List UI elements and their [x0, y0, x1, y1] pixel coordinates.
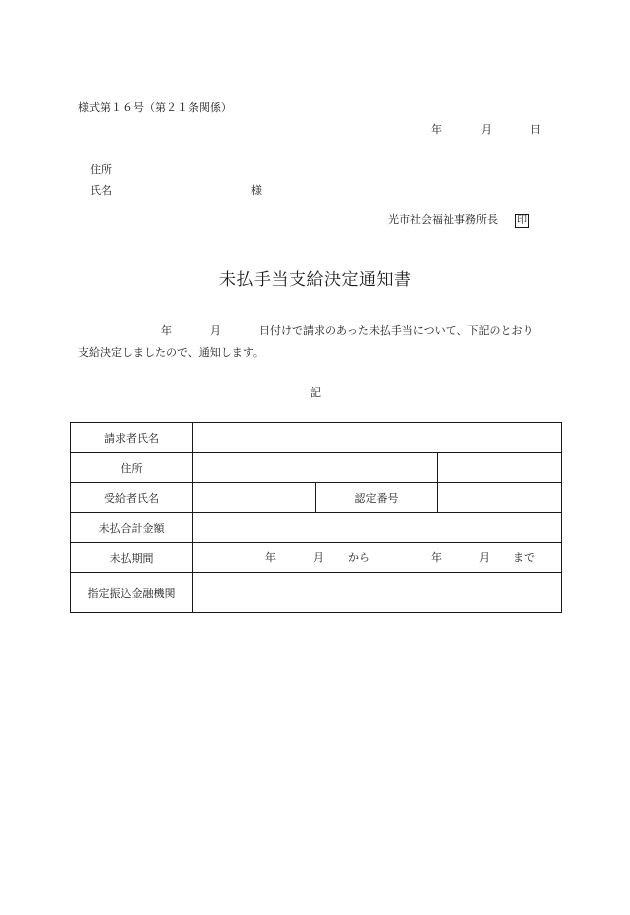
address-field[interactable] [193, 453, 438, 483]
body-line1: 日付けで請求のあった未払手当について、下記のとおり [259, 324, 534, 337]
recipient-name-field[interactable] [193, 483, 316, 513]
address-extra-field[interactable] [438, 453, 562, 483]
period-from: から [348, 551, 370, 564]
bank-field[interactable] [193, 573, 562, 613]
table-row [71, 513, 562, 543]
certification-number-label: 認定番号 [316, 483, 438, 513]
period-until: まで [513, 551, 535, 564]
address-row-label: 住所 [71, 453, 193, 483]
claimant-name-field[interactable] [193, 423, 562, 453]
issuer [388, 214, 529, 228]
ki-marker: 記 [310, 386, 321, 399]
table-row [71, 423, 562, 453]
period-from-month: 月 [313, 551, 324, 564]
claimant-name-label: 請求者氏名 [71, 423, 193, 453]
period-to-month: 月 [479, 551, 490, 564]
body-line2: 支給決定しましたので、通知します。 [78, 346, 264, 359]
period-to-year: 年 [431, 551, 442, 564]
unpaid-period-field[interactable] [193, 543, 562, 573]
table-row [71, 483, 562, 513]
document-title: 未払手当支給決定通知書 [219, 270, 412, 290]
unpaid-total-label: 未払合計金額 [71, 513, 193, 543]
date-month: 月 [481, 123, 492, 136]
date-day: 日 [530, 123, 541, 136]
body-year: 年 [161, 324, 172, 337]
certification-number-field[interactable] [438, 483, 562, 513]
honorific: 様 [251, 184, 262, 197]
seal-stamp: 印 [517, 215, 527, 226]
unpaid-total-field[interactable] [193, 513, 562, 543]
name-label: 氏名 [90, 184, 112, 197]
form-number: 様式第１６号（第２１条関係） [78, 101, 232, 114]
body-month: 月 [210, 324, 221, 337]
unpaid-period-label: 未払期間 [71, 543, 193, 573]
table-row [71, 573, 562, 613]
notification-table [70, 422, 562, 613]
table-row [71, 453, 562, 483]
address-label: 住所 [90, 163, 112, 176]
recipient-name-label: 受給者氏名 [71, 483, 193, 513]
bank-label: 指定振込金融機関 [71, 573, 193, 613]
issuer-title: 光市社会福祉事務所長 [388, 213, 498, 226]
table-row [71, 543, 562, 573]
date-year: 年 [431, 123, 442, 136]
period-from-year: 年 [265, 551, 276, 564]
